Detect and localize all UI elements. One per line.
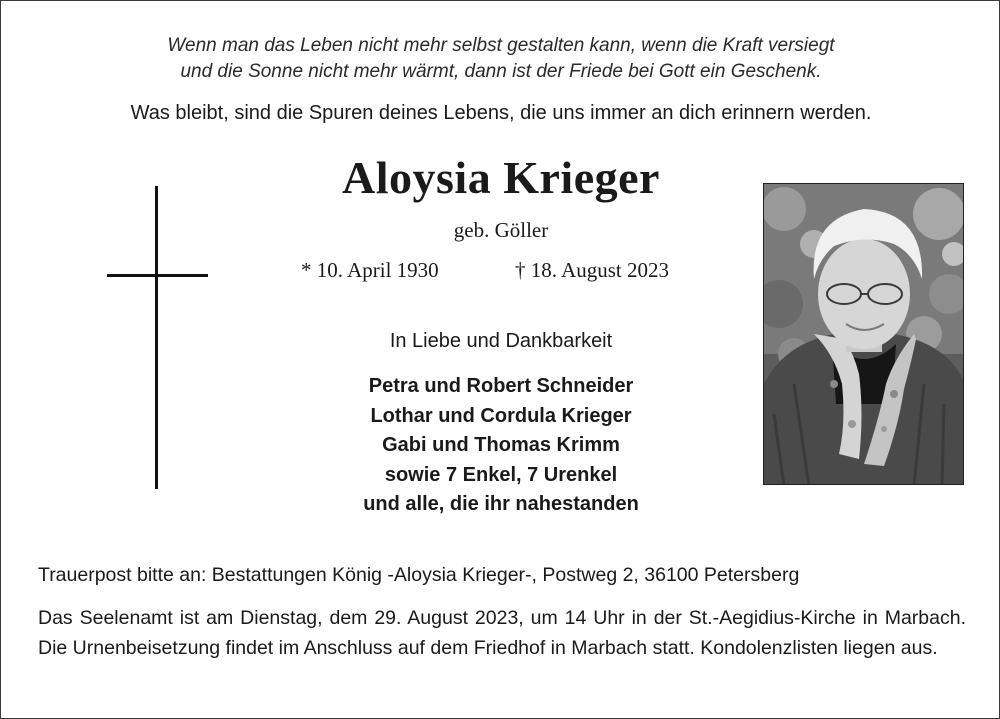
quote-line-2: und die Sonne nicht mehr wärmt, dann ist der Friede bei Gott ein Geschenk. [180,61,822,82]
family-member: sowie 7 Enkel, 7 Urenkel [384,463,618,486]
quote-line-1: Wenn man das Leben nicht mehr selbst gestalten kann, wenn die Kraft versiegt [167,35,835,56]
birth-name: geb. Göller [453,218,549,242]
thanks-line: In Liebe und Dankbarkeit [389,330,613,352]
requiem-info: Das Seelenamt ist am Dienstag, dem 29. August 2023, um 14 Uhr in der St.-Aegidius-Kirche in Marbach. Die Urnenbeisetzung findet im Anschluss auf dem Friedhof in Marbach statt. Kondolenzlisten liegen aus. [38,607,966,659]
family-member: Gabi und Thomas Krimm [382,434,620,456]
family-member: Petra und Robert Schneider [368,375,634,397]
mail-address: Trauerpost bitte an: Bestattungen König -Aloysia Krieger-, Postweg 2, 36100 Petersberg [38,564,800,586]
birth-date: * 10. April 1930 [301,258,439,282]
memory-line: Was bleibt, sind die Spuren deines Lebens, die uns immer an dich erinnern werden. [130,102,872,124]
portrait-photo [763,183,964,485]
death-date: † 18. August 2023 [515,258,670,282]
cross-horizontal-bar [107,274,208,277]
deceased-name: Aloysia Krieger [342,152,660,203]
family-member: und alle, die ihr nahestanden [363,493,639,515]
family-member: Lothar und Cordula Krieger [370,404,632,427]
